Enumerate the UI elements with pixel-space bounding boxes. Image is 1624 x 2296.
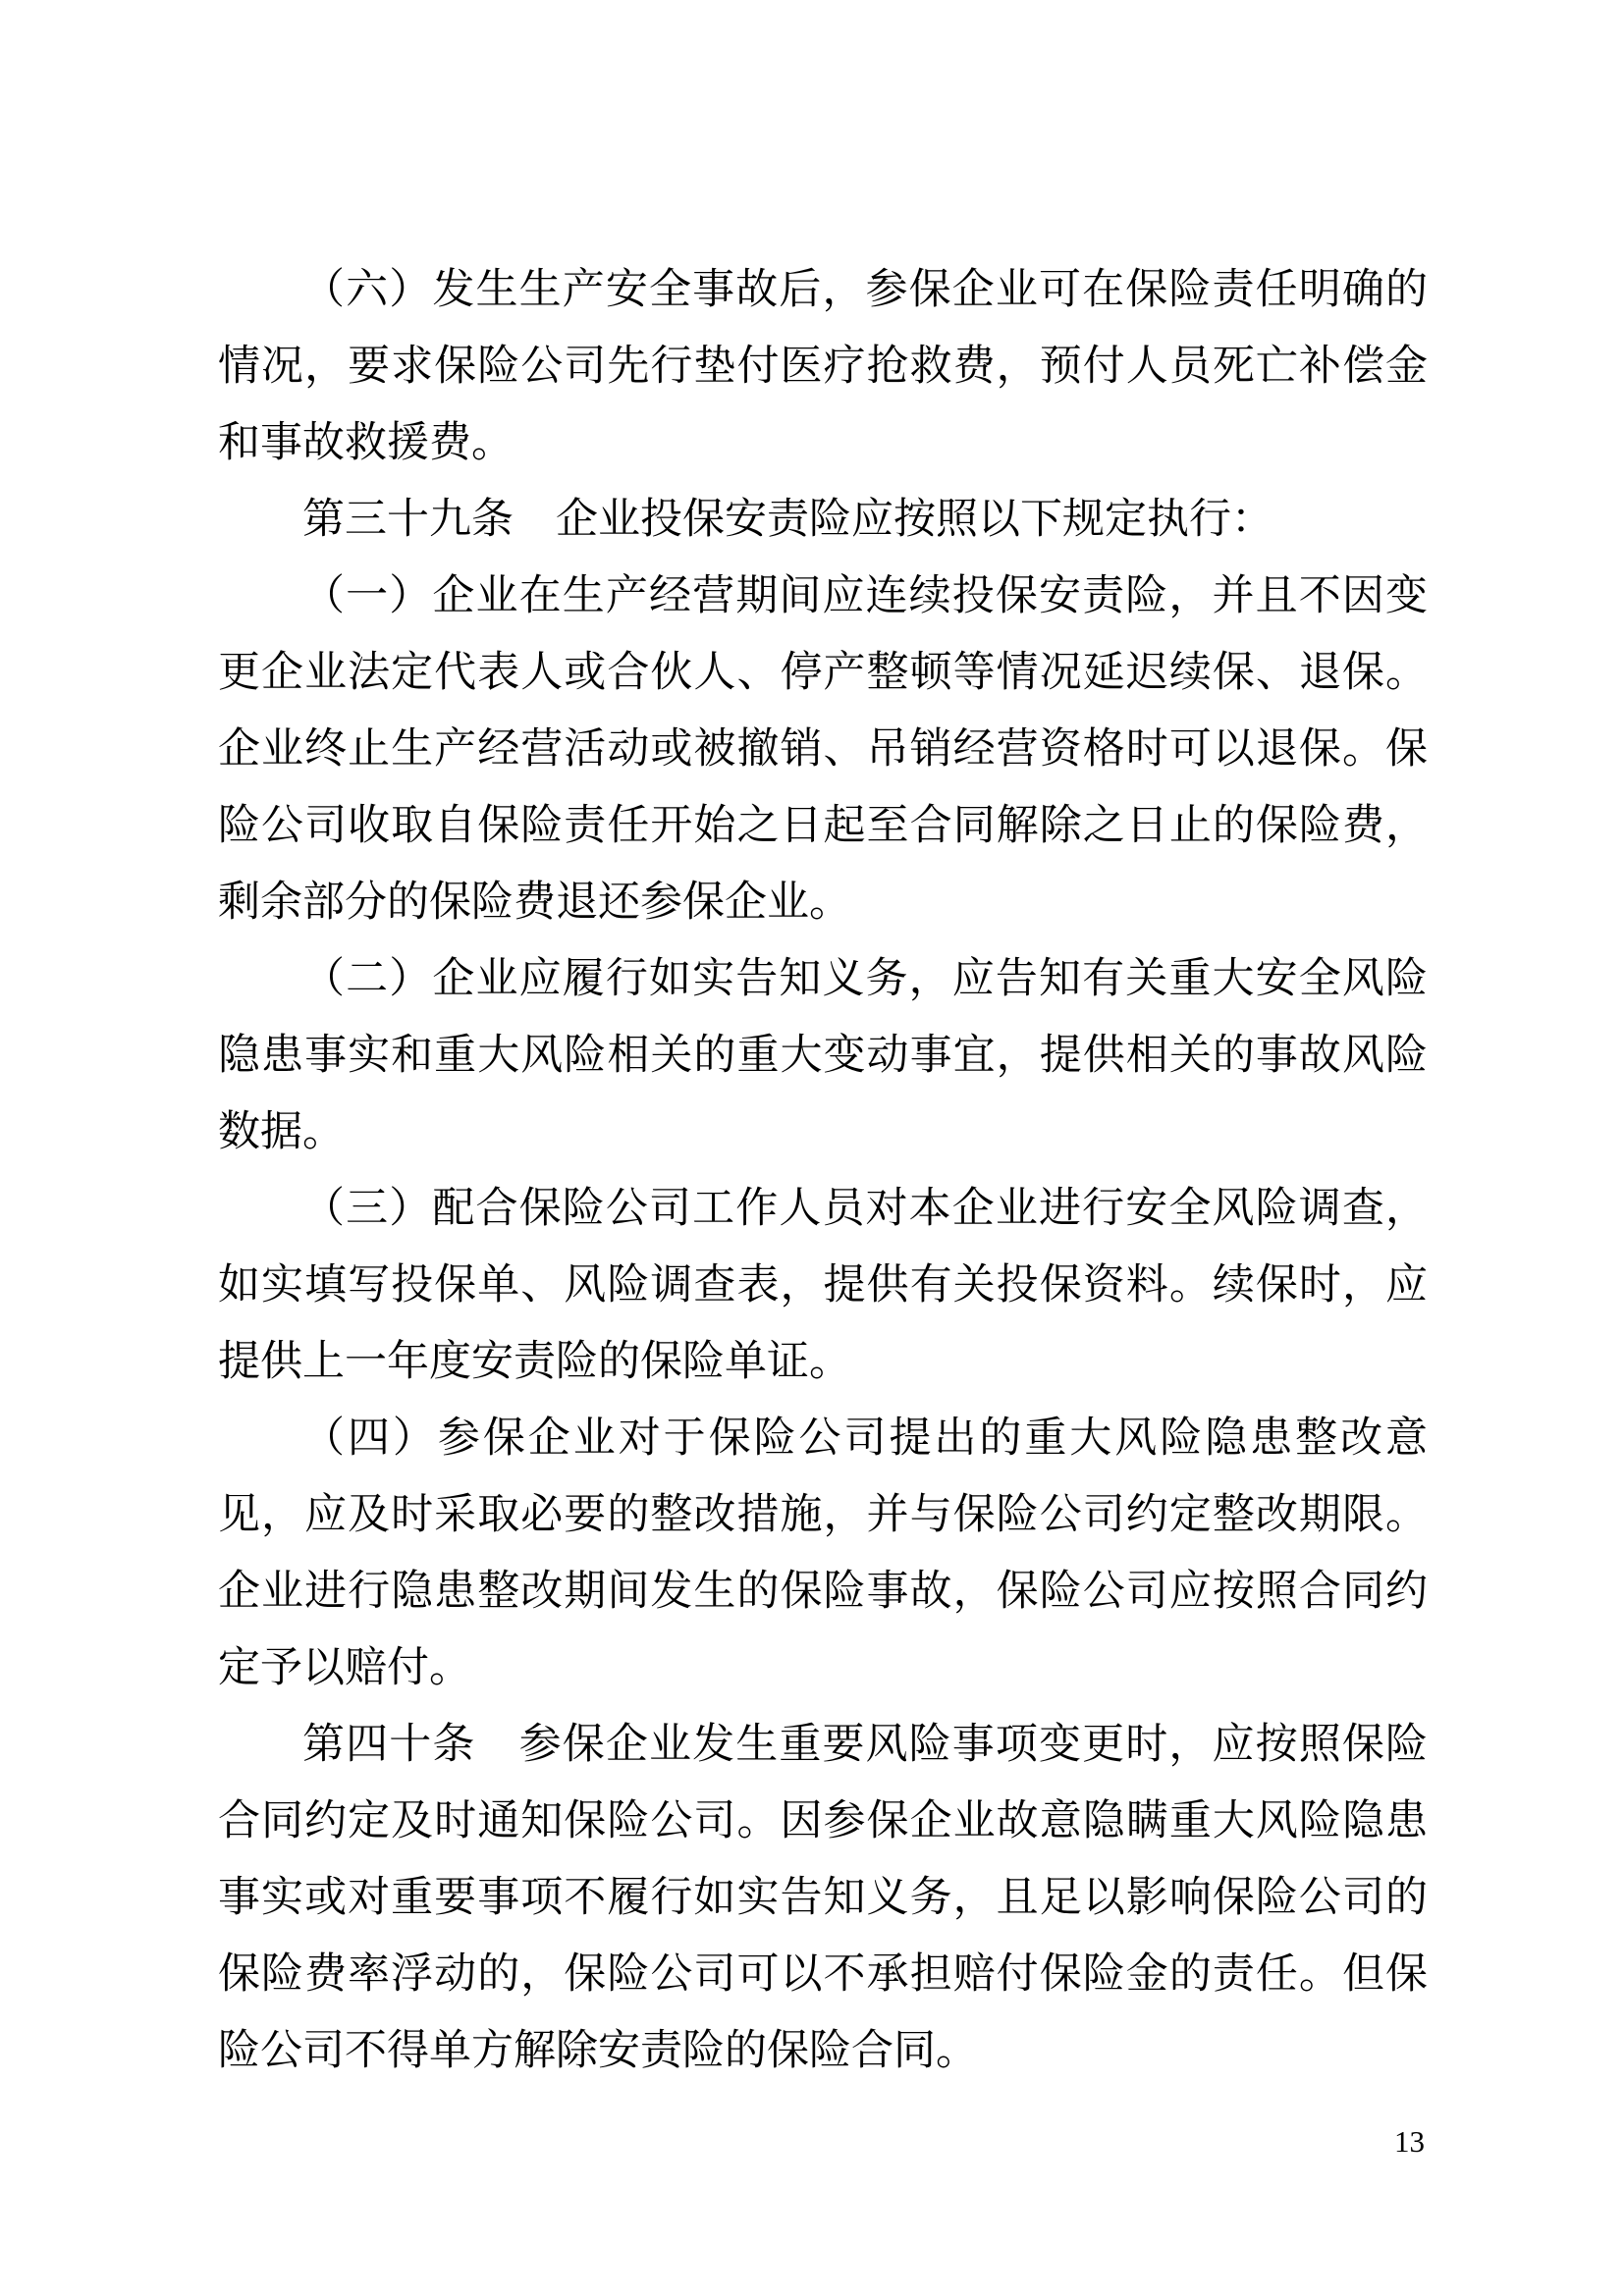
- text-line: 险公司收取自保险责任开始之日起至合同解除之日止的保险费，: [218, 803, 1428, 849]
- text-line: 险公司不得单方解除安责险的保险合同。: [218, 2028, 978, 2074]
- text-line: 事实或对重要事项不履行如实告知义务，且足以影响保险公司的: [218, 1875, 1428, 1921]
- document-body: [218, 252, 1428, 2090]
- page-number: 13: [1394, 2124, 1425, 2159]
- text-line: 隐患事实和重大风险相关的重大变动事宜，提供相关的事故风险: [218, 1033, 1428, 1079]
- text-line: 保险费率浮动的，保险公司可以不承担赔付保险金的责任。但保: [218, 1951, 1428, 1998]
- text-line: 企业进行隐患整改期间发生的保险事故，保险公司应按照合同约: [218, 1569, 1428, 1615]
- text-line: 提供上一年度安责险的保险单证。: [218, 1339, 851, 1385]
- text-line: （一）企业在生产经营期间应连续投保安责险，并且不因变: [302, 573, 1428, 619]
- text-line: （二）企业应履行如实告知义务，应告知有关重大安全风险: [302, 956, 1428, 1002]
- text-line: 企业终止生产经营活动或被撤销、吊销经营资格时可以退保。保: [218, 726, 1428, 773]
- text-line: 定予以赔付。: [218, 1645, 471, 1691]
- text-line: 情况，要求保险公司先行垫付医疗抢救费，预付人员死亡补偿金: [218, 344, 1428, 390]
- text-line: （四）参保企业对于保险公司提出的重大风险隐患整改意: [302, 1415, 1428, 1462]
- text-line: 第四十条 参保企业发生重要风险事项变更时，应按照保险: [302, 1722, 1428, 1768]
- text-line: 剩余部分的保险费退还参保企业。: [218, 880, 851, 926]
- text-line: 合同约定及时通知保险公司。因参保企业故意隐瞒重大风险隐患: [218, 1798, 1428, 1844]
- text-line: 如实填写投保单、风险调查表，提供有关投保资料。续保时，应: [218, 1262, 1428, 1308]
- text-line: 和事故救援费。: [218, 420, 514, 466]
- text-line: 见，应及时采取必要的整改措施，并与保险公司约定整改期限。: [218, 1492, 1428, 1538]
- text-line: 更企业法定代表人或合伙人、停产整顿等情况延迟续保、退保。: [218, 650, 1428, 696]
- text-line: （六）发生生产安全事故后，参保企业可在保险责任明确的: [302, 267, 1428, 313]
- text-line: （三）配合保险公司工作人员对本企业进行安全风险调查，: [302, 1186, 1428, 1232]
- text-line: 数据。: [218, 1109, 345, 1155]
- text-line: 第三十九条 企业投保安责险应按照以下规定执行：: [302, 497, 1273, 543]
